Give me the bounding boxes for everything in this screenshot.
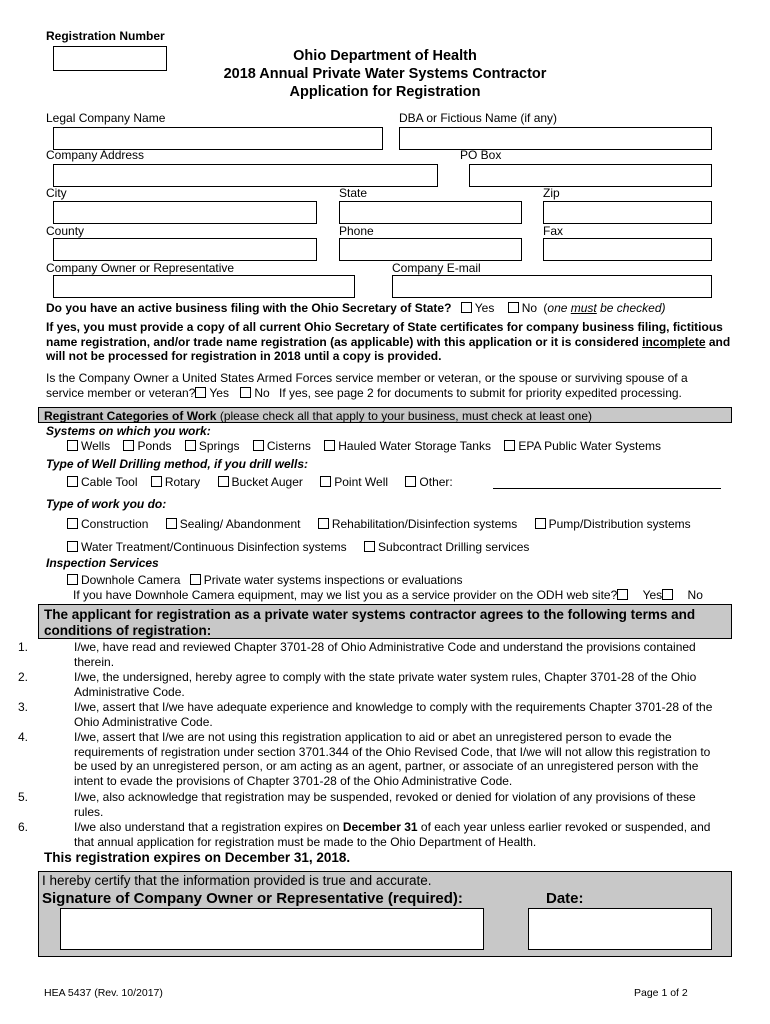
epa-public-checkbox[interactable] [504,440,515,451]
term-number-6: 6. [18,820,29,834]
subcontract-drilling-label: Subcontract Drilling services [378,540,530,554]
camera-yes-label: Yes [642,588,663,602]
rehabilitation-label: Rehabilitation/Disinfection systems [331,517,518,531]
sos-note-close: be checked) [600,301,666,315]
other-label: Other: [419,475,453,489]
term-number-5: 5. [18,790,29,804]
city-input[interactable] [53,201,317,224]
springs-checkbox[interactable] [185,440,196,451]
email-input[interactable] [392,275,712,298]
fax-label: Fax [543,224,564,238]
zip-label: Zip [543,186,560,200]
sos-no-checkbox[interactable] [508,302,519,313]
sos-note [543,301,665,315]
term-6-text-a: I/we also understand that a registration expires on [74,820,340,834]
dba-label: DBA or Fictious Name (if any) [399,111,558,125]
cisterns-checkbox[interactable] [253,440,264,451]
title-line-2: 2018 Annual Private Water Systems Contractor [223,66,547,82]
camera-no-label: No [687,588,703,602]
categories-header-bold: Registrant Categories of Work [44,409,217,423]
legal-company-name-input[interactable] [53,127,383,150]
point-well-label: Point Well [334,475,389,489]
date-label: Date: [546,890,584,907]
inspection-heading: Inspection Services [46,556,159,570]
po-box-label: PO Box [460,148,502,162]
other-input-line[interactable] [493,488,721,489]
systems-heading: Systems on which you work: [46,424,211,438]
sos-question: Do you have an active business filing with the Ohio Secretary of State? [46,301,452,315]
fax-input[interactable] [543,238,712,261]
cisterns-label: Cisterns [266,439,311,453]
camera-yes-checkbox[interactable] [617,589,628,600]
title-line-1: Ohio Department of Health [293,48,477,64]
veteran-no-checkbox[interactable] [240,387,251,398]
term-6-text-b: of each year unless earlier revoked or suspended, and that annual application for registration must be made to the Ohio Department of Health. [74,820,711,849]
term-6-bold: December 31 [342,820,418,834]
sos-yes-checkbox[interactable] [461,302,472,313]
signature-input[interactable] [60,908,484,950]
veteran-yes-checkbox[interactable] [195,387,206,398]
registration-number-field[interactable] [53,46,167,71]
term-4: I/we, assert that I/we are not using this registration application to aid or abet an unregistered person to evade the requirements of registration under section 3701.344 of the Ohio Revised Code, that I/we will not allow this registration to be used by an unregistered person, or am acting as an agent, partner, or associate of an unregistered person with the intent to evade the provisions of Chapter 3701-28 of the Ohio Administrative Code. [74,730,711,788]
term-number-2: 2. [18,670,29,684]
county-input[interactable] [53,238,317,261]
phone-label: Phone [339,224,374,238]
wells-checkbox[interactable] [67,440,78,451]
hauled-water-checkbox[interactable] [324,440,335,451]
dba-input[interactable] [399,127,712,150]
term-1: I/we, have read and reviewed Chapter 3701-28 of Ohio Administrative Code and understand the provisions contained therein. [74,640,696,669]
categories-header-rest: (please check all that apply to your business, must check at least one) [219,409,593,423]
inspection-row [67,573,463,587]
rotary-checkbox[interactable] [151,476,162,487]
water-treatment-checkbox[interactable] [67,541,78,552]
camera-question: If you have Downhole Camera equipment, may we list you as a service provider on the ODH web site? [73,588,618,602]
work-row-1 [67,517,691,531]
zip-input[interactable] [543,201,712,224]
systems-row [67,439,671,453]
company-address-label: Company Address [46,148,145,162]
sos-notice-incomplete: incomplete [642,334,706,349]
sos-notice-end: and will not be processed for registration in 2018 until a copy is provided. [46,334,731,363]
sos-question-row [46,301,666,315]
veteran-yes-label: Yes [209,386,229,400]
state-input[interactable] [339,201,522,224]
veteran-question-line-2: service member or veteran? [46,386,196,400]
date-input[interactable] [528,908,712,950]
term-number-1: 1. [18,640,29,654]
downhole-camera-checkbox[interactable] [67,574,78,585]
bucket-auger-checkbox[interactable] [218,476,229,487]
sealing-checkbox[interactable] [166,518,177,529]
camera-question-row [73,588,703,602]
term-3: I/we, assert that I/we have adequate experience and knowledge to comply with the requirements Chapter 3701-28 of the Ohio Administrative Code. [74,700,713,729]
hauled-water-label: Hauled Water Storage Tanks [338,439,491,453]
term-5: I/we, also acknowledge that registration may be suspended, revoked or denied for violation of any provisions of these rules. [74,790,696,819]
sos-yes-label: Yes [474,301,495,315]
owner-input[interactable] [53,275,355,298]
term-number-3: 3. [18,700,29,714]
pump-distribution-checkbox[interactable] [535,518,546,529]
pump-distribution-label: Pump/Distribution systems [548,517,691,531]
veteran-question-line-1: Is the Company Owner a United States Armed Forces service member or veteran, or the spouse or surviving spouse of a [46,371,688,385]
sos-note-must: must [570,301,597,315]
certify-statement: I hereby certify that the information provided is true and accurate. [42,873,432,888]
sos-notice-text: If yes, you must provide a copy of all current Ohio Secretary of State certificates for company business filing, fictitious name registration, and/or trade name registration (as applicable) with this application or it is considered [46,320,723,349]
sealing-label: Sealing/ Abandonment [179,517,301,531]
page-number: Page 1 of 2 [634,987,688,999]
expiration-notice: This registration expires on December 31, 2018. [44,850,351,865]
terms-header: The applicant for registration as a private water systems contractor agrees to the following terms and conditions of registration: [44,607,696,638]
downhole-camera-label: Downhole Camera [81,573,181,587]
ponds-label: Ponds [137,439,172,453]
state-label: State [339,186,368,200]
construction-checkbox[interactable] [67,518,78,529]
sos-no-label: No [521,301,538,315]
work-row-2 [67,540,529,554]
inspections-evaluations-label: Private water systems inspections or evaluations [203,573,463,587]
cable-tool-checkbox[interactable] [67,476,78,487]
company-address-input[interactable] [53,164,438,187]
springs-label: Springs [198,439,240,453]
veteran-no-label: No [254,386,270,400]
term-6 [74,820,724,849]
point-well-checkbox[interactable] [320,476,331,487]
sos-note-one: one [547,301,568,315]
signature-label: Signature of Company Owner or Representative (required): [42,890,463,907]
veteran-note: If yes, see page 2 for documents to submit for priority expedited processing. [279,386,682,400]
term-number-4: 4. [18,730,29,744]
bucket-auger-label: Bucket Auger [231,475,303,489]
other-checkbox[interactable] [405,476,416,487]
email-label: Company E-mail [392,261,481,275]
title-line-3: Application for Registration [289,84,481,100]
form-id: HEA 5437 (Rev. 10/2017) [44,987,163,999]
rotary-label: Rotary [164,475,201,489]
rehabilitation-checkbox[interactable] [318,518,329,529]
terms-list [18,640,738,870]
drilling-row [67,475,453,489]
camera-no-checkbox[interactable] [662,589,673,600]
inspections-evaluations-checkbox[interactable] [190,574,201,585]
construction-label: Construction [81,517,149,531]
county-label: County [46,224,85,238]
registration-number-label: Registration Number [46,29,165,43]
subcontract-drilling-checkbox[interactable] [364,541,375,552]
sos-notice [46,320,736,364]
city-label: City [46,186,67,200]
owner-label: Company Owner or Representative [46,261,235,275]
phone-input[interactable] [339,238,522,261]
legal-company-name-label: Legal Company Name [46,111,166,125]
sos-note-open: ( [543,301,548,315]
cable-tool-label: Cable Tool [81,475,138,489]
categories-header [44,409,592,423]
work-heading: Type of work you do: [46,497,167,511]
form-title [180,47,590,101]
ponds-checkbox[interactable] [123,440,134,451]
term-2: I/we, the undersigned, hereby agree to comply with the state private water system rules, Chapter 3701-28 of the Ohio Administrative Code. [74,670,697,699]
drilling-heading: Type of Well Drilling method, if you drill wells: [46,457,309,471]
veteran-question-row [46,386,682,400]
water-treatment-label: Water Treatment/Continuous Disinfection systems [81,540,347,554]
po-box-input[interactable] [469,164,712,187]
epa-public-label: EPA Public Water Systems [518,439,662,453]
wells-label: Wells [81,439,111,453]
